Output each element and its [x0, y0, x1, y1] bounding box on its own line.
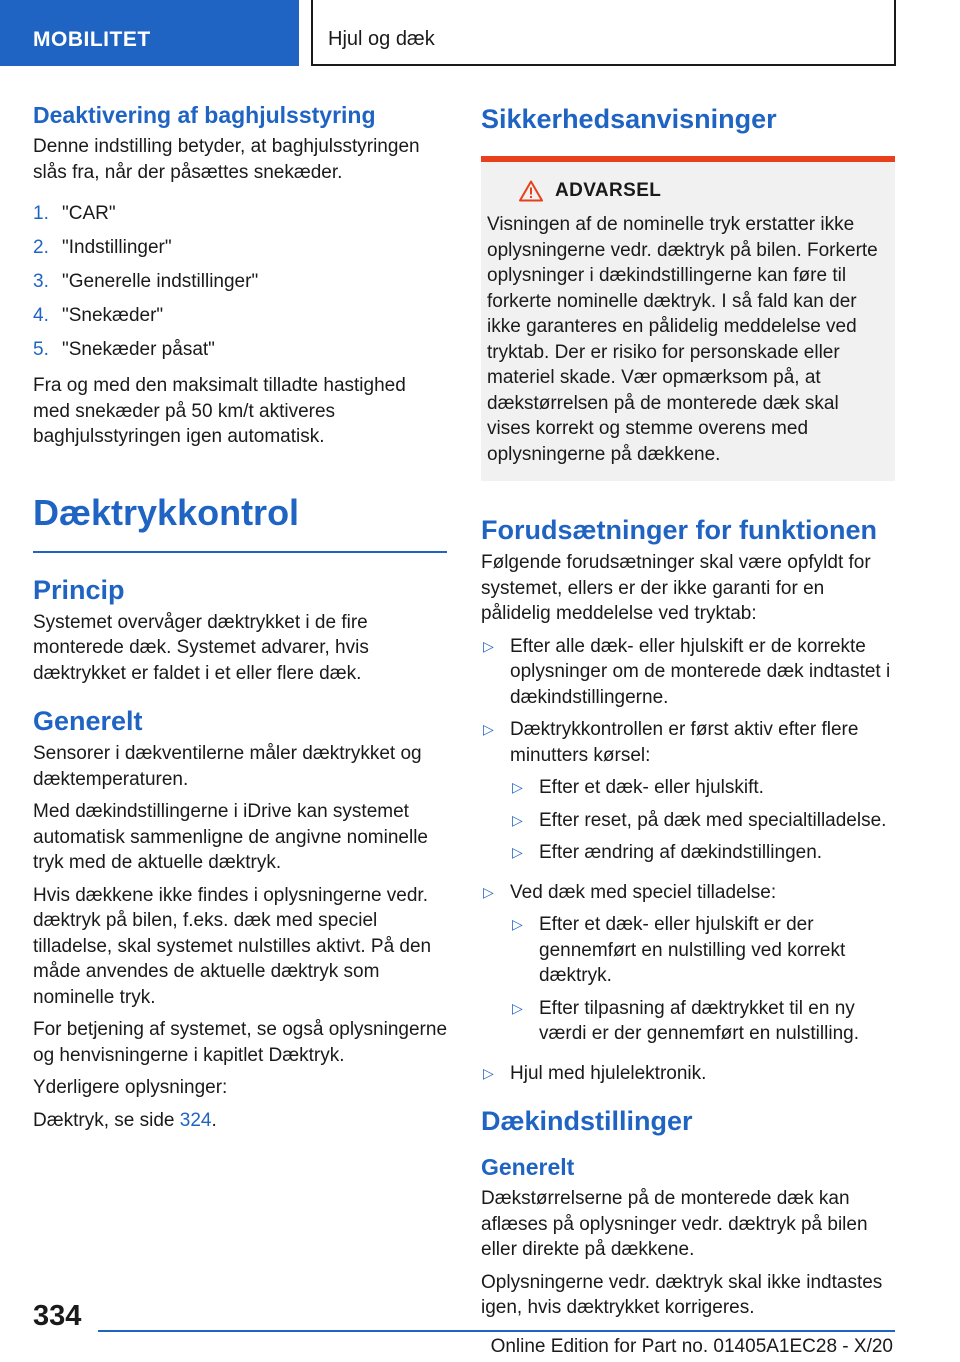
left-column: [33, 100, 447, 1140]
general-paragraph: Hvis dækkene ikke findes i oplysningerne vedr. dæktryk på bilen, f.eks. dæk med speciel tilladelse, skal systemet nulstilles aktivt. På den måde anvendes de aktuelle dæktryk som nominelle tryk.: [33, 884, 432, 1008]
reference-end: .: [211, 1109, 217, 1131]
steps-list: [33, 197, 447, 367]
list-item: [481, 880, 895, 1054]
step-number: 4.: [33, 305, 49, 326]
general-paragraph: For betjening af systemet, se også oplysningerne og henvisningerne i kapitlet Dæktryk.: [33, 1019, 448, 1066]
prerequisites-heading: Forudsætninger for funktionen: [481, 515, 877, 545]
step-item: [33, 333, 447, 367]
sub-list-item: [510, 808, 895, 834]
step-text: "Generelle indstillinger": [62, 271, 259, 292]
tire-settings-heading: Dækindstillinger: [481, 1106, 693, 1136]
bullet-triangle-icon: ▷: [483, 1064, 494, 1081]
reference-text: Dæktryk, se side: [33, 1109, 180, 1131]
warning-header: [487, 180, 883, 202]
header-section-label: MOBILITET: [0, 0, 299, 66]
sub-list-item: [510, 912, 895, 989]
deactivation-after: Fra og med den maksimalt tilladte hastighed med snekæder på 50 km/t aktiveres baghjulsstyringen igen automatisk.: [33, 375, 406, 447]
deactivation-heading: Deaktivering af baghjulsstyring: [33, 102, 376, 128]
footer-divider: [98, 1330, 895, 1332]
step-text: "Indstillinger": [62, 237, 172, 258]
warning-triangle-icon: [519, 180, 543, 202]
bullet-triangle-icon: ▷: [512, 916, 523, 932]
bullet-triangle-icon: ▷: [512, 844, 523, 860]
step-number: 3.: [33, 271, 49, 292]
step-item: [33, 299, 447, 333]
deactivation-intro: Denne indstilling betyder, at baghjulsstyringen slås fra, når der påsættes snekæder.: [33, 136, 420, 183]
step-item: [33, 231, 447, 265]
general-heading: Generelt: [33, 706, 143, 736]
step-number: 2.: [33, 237, 49, 258]
list-item-text: Hjul med hjulelektronik.: [510, 1062, 707, 1084]
general-paragraph: Med dækindstillingerne i iDrive kan systemet automatisk sammenligne de angivne nominelle tryk med de aktuelle dæktryk.: [33, 801, 429, 873]
bullet-triangle-icon: ▷: [512, 999, 523, 1016]
sub-list-item: [510, 840, 895, 866]
step-number: 1.: [33, 203, 49, 224]
general-paragraph: Yderligere oplysninger:: [33, 1077, 228, 1098]
step-item: [33, 197, 447, 231]
principle-text: Systemet overvåger dæktrykket i de fire monterede dæk. Systemet advarer, hvis dæktrykket er faldet i et eller flere dæk.: [33, 611, 369, 684]
sub-list-item-text: Efter ændring af dækindstillingen.: [539, 842, 823, 863]
sub-list-item: [510, 996, 895, 1047]
principle-heading: Princip: [33, 574, 125, 605]
prerequisites-intro: Følgende forudsætninger skal være opfyldt for systemet, ellers er der ikke garanti for en pålidelig meddelelse ved tryktab:: [481, 552, 871, 624]
sub-list-item-text: Efter reset, på dæk med specialtilladelse.: [539, 809, 887, 831]
warning-title: ADVARSEL: [555, 180, 662, 201]
sub-list-item: [510, 775, 895, 801]
chapter-title: Dæktrykkontrol: [33, 491, 300, 533]
right-column: [481, 100, 895, 1328]
warning-text: Visningen af de nominelle tryk erstatter ikke oplysningerne vedr. dæktryk på bilen. Forkerte oplysninger i dækindstillingerne kan føre til forkerte nominelle dæktryk. I så fald kan der ikke garanteres en pålidelig meddelelse ved tryktab. Der er risiko for personskade eller materiel skade. Vær opmærksom på, at dækstørrelsen på de monterede dæk skal vises korrekt og stemme overens med oplysningerne på dækkene.: [487, 214, 878, 465]
safety-heading: Sikkerhedsanvisninger: [481, 104, 777, 134]
bullet-triangle-icon: ▷: [483, 721, 494, 737]
step-text: "CAR": [62, 203, 116, 224]
list-item: [481, 717, 895, 873]
sub-list: [510, 912, 895, 1047]
chapter-divider: [33, 551, 447, 553]
step-number: 5.: [33, 339, 49, 360]
sub-list: [510, 775, 895, 866]
step-text: "Snekæder påsat": [62, 339, 215, 360]
general-paragraph: Sensorer i dækventilerne måler dæktrykket og dæktemperaturen.: [33, 743, 422, 790]
bullet-triangle-icon: ▷: [483, 637, 494, 654]
tire-settings-paragraph: Dækstørrelserne på de monterede dæk kan aflæses på oplysninger vedr. dæktryk på bilen eller direkte på dækkene.: [481, 1188, 868, 1260]
list-item-text: Ved dæk med speciel tilladelse:: [510, 881, 777, 903]
sub-list-item-text: Efter tilpasning af dæktrykket til en ny værdi er der gennemført en nulstilling.: [539, 997, 859, 1044]
bullet-triangle-icon: ▷: [483, 883, 494, 900]
prerequisites-list: [481, 634, 895, 1087]
list-item: [481, 1061, 895, 1087]
tire-settings-general-heading: Generelt: [481, 1154, 575, 1180]
page-reference: [33, 1108, 447, 1134]
sub-list-item-text: Efter et dæk- eller hjulskift.: [539, 777, 764, 798]
page-number: 334: [33, 1300, 82, 1332]
bullet-triangle-icon: ▷: [512, 811, 523, 828]
sub-list-item-text: Efter et dæk- eller hjulskift er der gennemført en nulstilling ved korrekt dæktryk.: [539, 914, 846, 986]
list-item-text: Efter alle dæk- eller hjulskift er de korrekte oplysninger om de monterede dæk indtastet i dækindstillingerne.: [510, 635, 891, 708]
step-text: "Snekæder": [62, 305, 164, 326]
header-chapter-label: Hjul og dæk: [311, 0, 896, 66]
warning-box: [481, 156, 895, 481]
tire-settings-paragraph: Oplysningerne vedr. dæktryk skal ikke indtastes igen, hvis dæktrykket korrigeres.: [481, 1271, 883, 1318]
list-item-text: Dæktrykkontrollen er først aktiv efter flere minutters kørsel:: [510, 719, 859, 766]
footer-edition: Online Edition for Part no. 01405A1EC28 - X/20: [490, 1336, 893, 1357]
step-item: [33, 265, 447, 299]
list-item: [481, 634, 895, 711]
page-link[interactable]: 324: [179, 1109, 212, 1131]
bullet-triangle-icon: ▷: [512, 779, 523, 795]
